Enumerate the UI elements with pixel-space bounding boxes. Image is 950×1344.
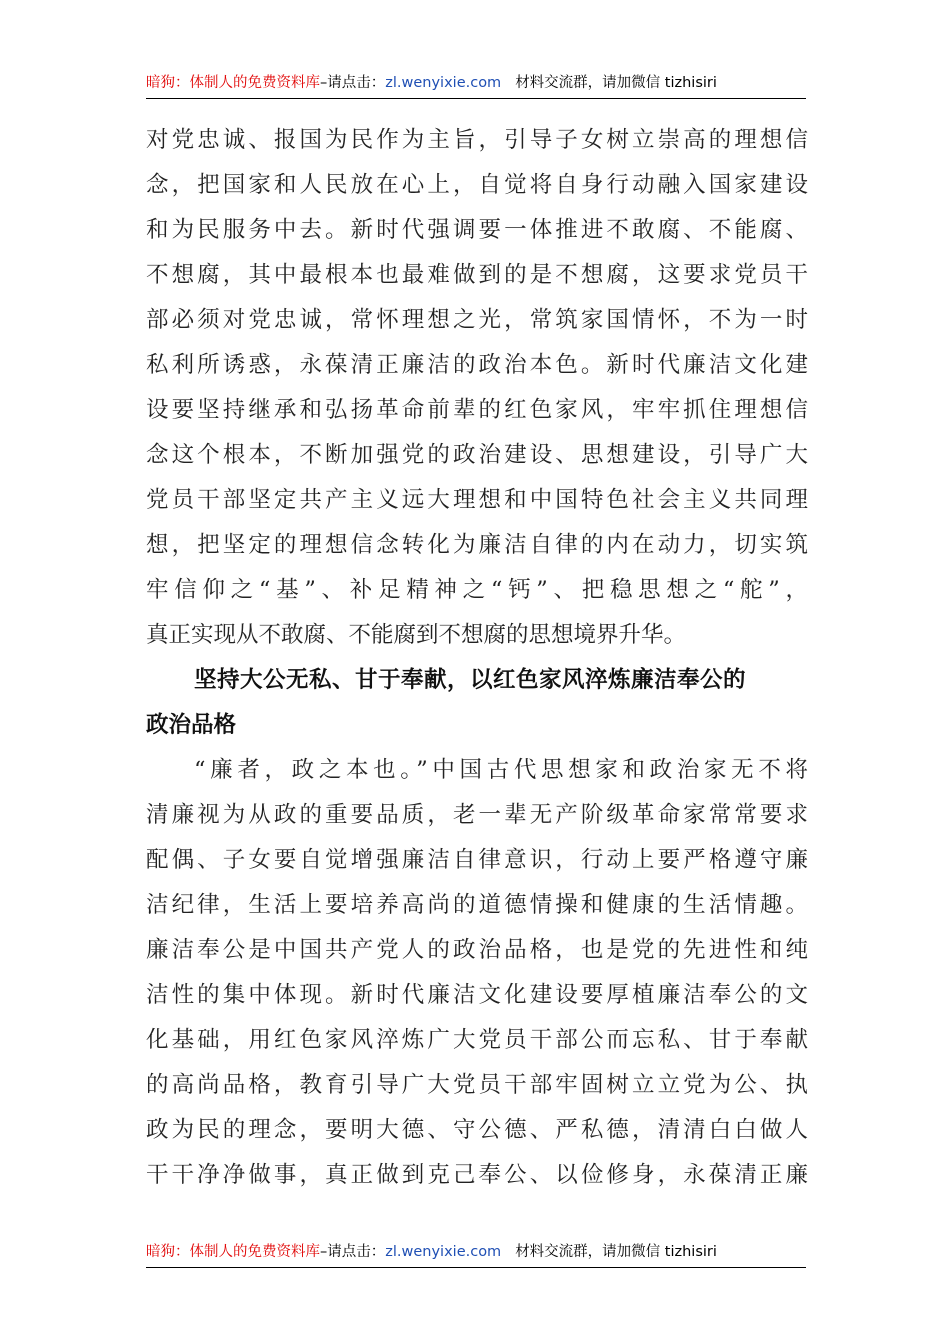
text-line: 廉洁奉公是中国共产党人的政治品格，也是党的先进性和纯 (146, 937, 808, 963)
footer-brand: 暗狗：体制人的免费资料库 (146, 1244, 320, 1260)
text-line: 设要坚持继承和弘扬革命前辈的红色家风，牢牢抓住理想信 (146, 397, 808, 423)
text-line: 想，把坚定的理想信念转化为廉洁自律的内在动力，切实筑 (146, 532, 808, 558)
footer-dash: –请点击： (320, 1244, 386, 1260)
text-line: 对党忠诚、报国为民作为主旨，引导子女树立崇高的理想信 (146, 127, 808, 153)
header-brand: 暗狗：体制人的免费资料库 (146, 75, 320, 91)
text-line: 的高尚品格，教育引导广大党员干部牢固树立立党为公、执 (146, 1072, 808, 1098)
header-url-link[interactable]: zl.wenyixie.com (385, 75, 502, 91)
footer-url-link[interactable]: zl.wenyixie.com (385, 1244, 502, 1260)
paragraph-1 (146, 118, 808, 658)
text-line: 清廉视为从政的重要品质，老一辈无产阶级革命家常常要求 (146, 802, 808, 828)
header-contact: 材料交流群，请加微信 tizhisiri (515, 75, 717, 91)
text-line: 配偶、子女要自觉增强廉洁自律意识，行动上要严格遵守廉 (146, 847, 808, 873)
header-dash: –请点击： (320, 75, 386, 91)
text-line: 和为民服务中去。新时代强调要一体推进不敢腐、不能腐、 (146, 217, 808, 243)
text-line: 党员干部坚定共产主义远大理想和中国特色社会主义共同理 (146, 487, 808, 513)
text-line: 真正实现从不敢腐、不能腐到不想腐的思想境界升华。 (146, 622, 687, 648)
paragraph-2 (146, 748, 808, 1198)
text-line: “廉者，政之本也。”中国古代思想家和政治家无不将 (194, 757, 808, 783)
text-line: 洁性的集中体现。新时代廉洁文化建设要厚植廉洁奉公的文 (146, 982, 808, 1008)
text-line: 部必须对党忠诚，常怀理想之光，常筑家国情怀，不为一时 (146, 307, 808, 333)
text-line: 念这个根本，不断加强党的政治建设、思想建设，引导广大 (146, 442, 808, 468)
text-line: 化基础，用红色家风淬炼广大党员干部公而忘私、甘于奉献 (146, 1027, 808, 1053)
text-line: 不想腐，其中最根本也最难做到的是不想腐，这要求党员干 (146, 262, 808, 288)
text-line: 洁纪律，生活上要培养高尚的道德情操和健康的生活情趣。 (146, 892, 808, 918)
section-heading-continued: 政治品格 (146, 712, 237, 738)
header-banner (146, 68, 806, 99)
text-line: 牢信仰之“基”、补足精神之“钙”、把稳思想之“舵”， (146, 577, 808, 603)
text-line: 政为民的理念，要明大德、守公德、严私德，清清白白做人 (146, 1117, 808, 1143)
footer-contact: 材料交流群，请加微信 tizhisiri (515, 1244, 717, 1260)
document-body (146, 118, 808, 1198)
footer-banner (146, 1237, 806, 1268)
text-line: 私利所诱惑，永葆清正廉洁的政治本色。新时代廉洁文化建 (146, 352, 808, 378)
section-heading: 坚持大公无私、甘于奉献，以红色家风淬炼廉洁奉公的 (194, 667, 747, 693)
text-line: 念，把国家和人民放在心上，自觉将自身行动融入国家建设 (146, 172, 808, 198)
text-line: 干干净净做事，真正做到克己奉公、以俭修身，永葆清正廉 (146, 1162, 808, 1188)
